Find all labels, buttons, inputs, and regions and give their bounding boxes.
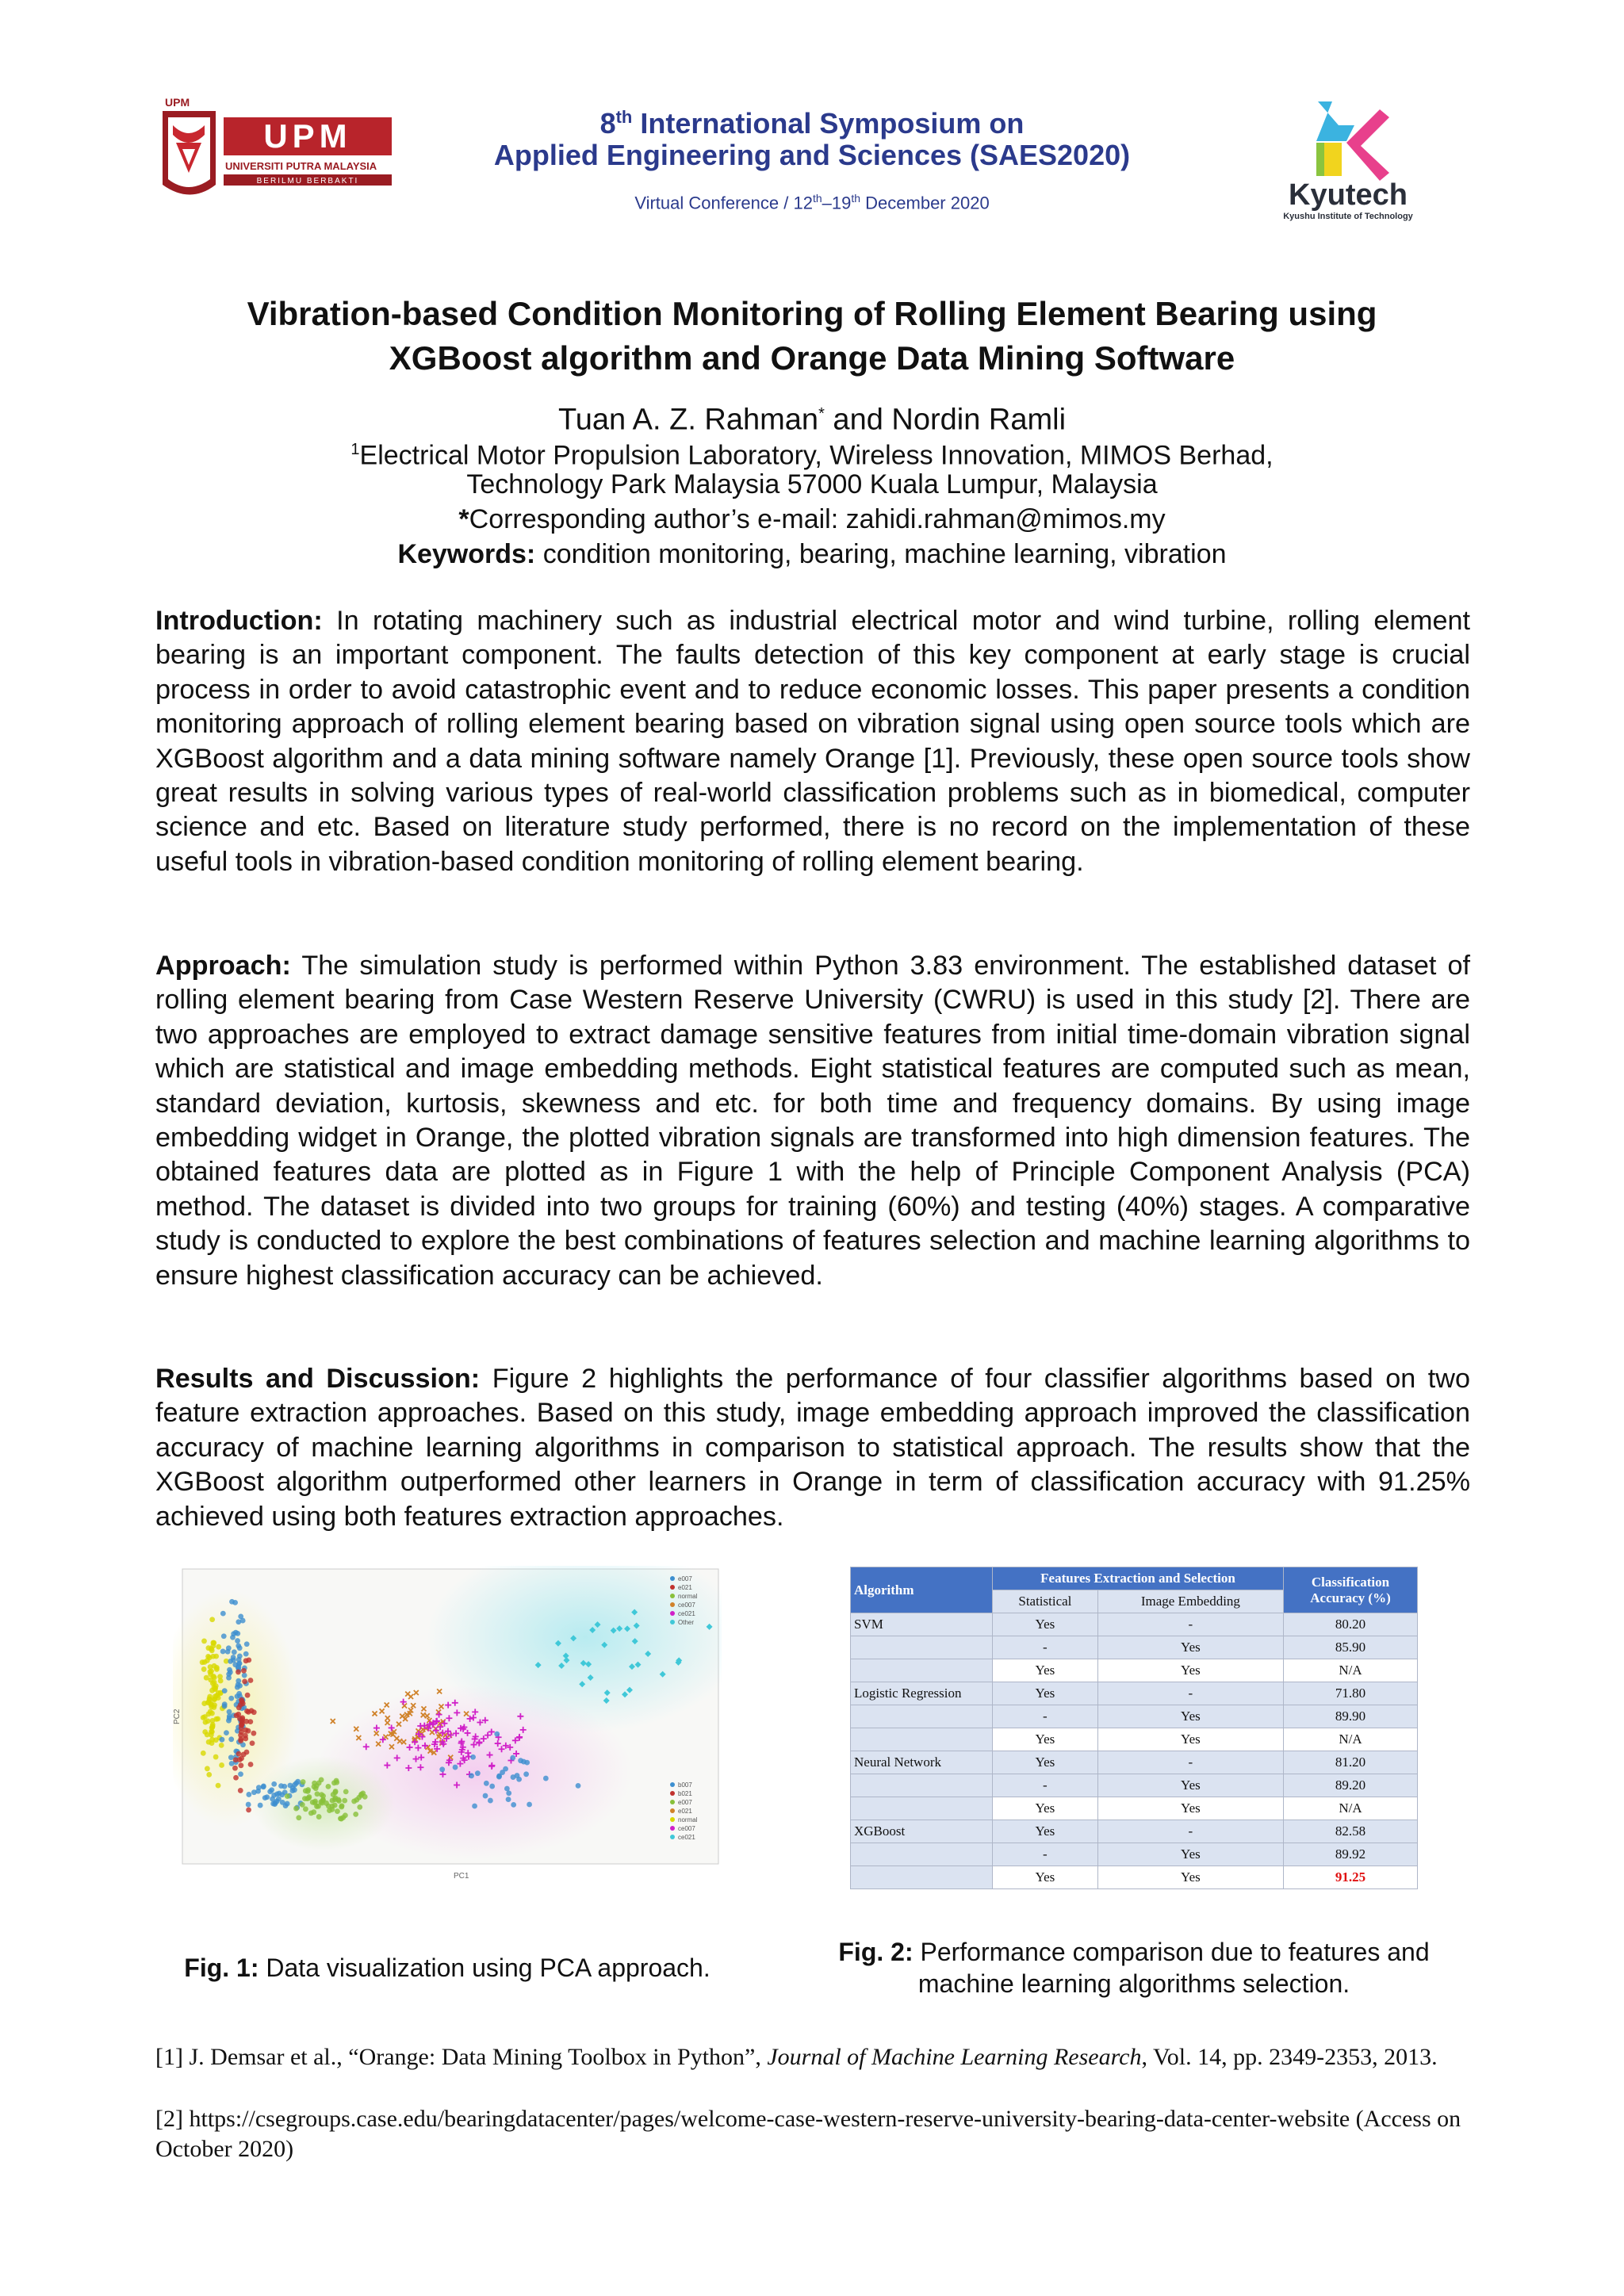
figure-2-table xyxy=(850,1567,1418,1915)
pca-point xyxy=(236,1678,241,1684)
pca-point xyxy=(209,1724,215,1730)
pca-point xyxy=(244,1750,250,1755)
pca-point xyxy=(238,1738,243,1743)
pca-point xyxy=(285,1801,290,1807)
pca-point xyxy=(215,1716,220,1722)
pca-point xyxy=(239,1755,244,1761)
legend-swatch xyxy=(670,1791,675,1796)
pca-point xyxy=(307,1794,312,1800)
upm-logo-name: UPM xyxy=(263,117,352,155)
legend-swatch xyxy=(670,1620,675,1624)
legend-label: ce021 xyxy=(678,1834,695,1841)
pca-point xyxy=(225,1649,231,1655)
legend-label: b007 xyxy=(678,1781,692,1789)
cell-accuracy: 81.20 xyxy=(1284,1751,1418,1774)
pca-point xyxy=(212,1702,217,1708)
cell-accuracy: 71.80 xyxy=(1284,1682,1418,1705)
pca-point xyxy=(301,1779,306,1785)
pca-point xyxy=(201,1667,207,1672)
pca-point xyxy=(274,1792,280,1797)
cell-algorithm xyxy=(851,1728,993,1751)
kyutech-logo-name: Kyutech xyxy=(1289,178,1408,212)
pca-point xyxy=(201,1751,206,1756)
pca-point xyxy=(518,1758,523,1763)
pca-point xyxy=(353,1812,358,1817)
cell-image-embedding: Yes xyxy=(1097,1705,1283,1728)
pca-point xyxy=(213,1755,219,1760)
cell-image-embedding: Yes xyxy=(1097,1728,1283,1751)
upm-logo-sub: UNIVERSITI PUTRA MALAYSIA xyxy=(225,160,377,172)
pca-point xyxy=(217,1674,223,1679)
table-row xyxy=(851,1751,1418,1774)
pca-point xyxy=(285,1793,290,1799)
cell-accuracy: 91.25 xyxy=(1284,1866,1418,1889)
table-row xyxy=(851,1728,1418,1751)
cell-accuracy: 89.90 xyxy=(1284,1705,1418,1728)
cell-accuracy: 89.20 xyxy=(1284,1774,1418,1797)
legend-label: ce021 xyxy=(678,1610,695,1617)
figure-2-caption: Fig. 2: Performance comparison due to features and machine learning algorithms selection. xyxy=(838,1938,1430,1998)
legend-label: b021 xyxy=(678,1790,692,1797)
cell-algorithm: XGBoost xyxy=(851,1820,993,1843)
pca-point xyxy=(241,1668,247,1674)
table-row xyxy=(851,1774,1418,1797)
pca-point xyxy=(210,1718,216,1724)
table-row xyxy=(851,1843,1418,1866)
pca-point xyxy=(238,1788,243,1793)
performance-table-body xyxy=(851,1613,1418,1889)
table-row xyxy=(851,1820,1418,1843)
pca-point xyxy=(235,1638,240,1644)
reference-1: [1] J. Demsar et al., “Orange: Data Mining Toolbox in Python”, Journal of Machine Learning Research, Vol. 14, pp. 2349-2353, 2013. xyxy=(155,2044,1438,2070)
pca-point xyxy=(308,1811,314,1816)
pca-point xyxy=(242,1673,247,1678)
cell-image-embedding: - xyxy=(1097,1682,1283,1705)
cell-accuracy: N/A xyxy=(1284,1728,1418,1751)
table-row xyxy=(851,1705,1418,1728)
th-image-embedding: Image Embedding xyxy=(1097,1590,1283,1613)
pca-point xyxy=(244,1641,250,1647)
pca-point xyxy=(224,1730,229,1735)
pca-ylabel: PC2 xyxy=(173,1709,182,1724)
legend-label: ce007 xyxy=(678,1825,695,1832)
pca-point xyxy=(219,1743,224,1748)
cell-algorithm: Neural Network xyxy=(851,1751,993,1774)
symposium-title-line2: Applied Engineering and Sciences (SAES2020) xyxy=(493,139,1131,171)
legend-label: Other xyxy=(678,1619,695,1626)
legend-label: ce007 xyxy=(678,1601,695,1609)
legend-label: e021 xyxy=(678,1808,692,1815)
pca-point xyxy=(358,1793,364,1798)
pca-scatter xyxy=(173,1566,722,1883)
pca-point xyxy=(243,1651,249,1657)
legend-swatch xyxy=(670,1594,675,1598)
symposium-title-line1: 8th International Symposium on xyxy=(599,107,1025,140)
pca-point xyxy=(201,1639,207,1644)
pca-point xyxy=(475,1770,481,1776)
pca-point xyxy=(511,1774,516,1780)
pca-point xyxy=(326,1784,331,1789)
pca-point xyxy=(320,1800,325,1806)
legend-swatch xyxy=(670,1835,675,1839)
cell-statistical: Yes xyxy=(993,1728,1098,1751)
table-row xyxy=(851,1797,1418,1820)
pca-point xyxy=(334,1778,339,1784)
pca-point xyxy=(232,1649,237,1655)
pca-point xyxy=(236,1751,242,1757)
pca-point xyxy=(236,1705,242,1711)
pca-point xyxy=(338,1816,343,1821)
cell-statistical: Yes xyxy=(993,1659,1098,1682)
affiliation-line1: $^1$Electrical Motor Propulsion Laboratory, Wireless Innovation, MIMOS Berhad, xyxy=(350,440,1274,471)
pca-point xyxy=(209,1737,215,1743)
pca-point xyxy=(202,1659,208,1665)
keywords: Keywords: condition monitoring, bearing, machine learning, vibration xyxy=(397,539,1227,569)
pca-point xyxy=(212,1697,217,1702)
legend-swatch xyxy=(670,1576,675,1581)
pca-point xyxy=(236,1670,241,1675)
pca-point xyxy=(351,1799,357,1804)
pca-point xyxy=(220,1737,225,1743)
cell-image-embedding: - xyxy=(1097,1820,1283,1843)
pca-point xyxy=(208,1669,213,1674)
cell-image-embedding: - xyxy=(1097,1751,1283,1774)
performance-table xyxy=(850,1567,1418,1889)
pca-point xyxy=(222,1704,228,1709)
pca-point xyxy=(343,1812,348,1818)
cell-algorithm xyxy=(851,1636,993,1659)
pca-point xyxy=(238,1771,243,1777)
pca-point xyxy=(472,1804,477,1809)
cell-algorithm xyxy=(851,1843,993,1866)
pca-point xyxy=(300,1802,305,1808)
pca-point xyxy=(484,1781,489,1786)
pca-point xyxy=(239,1725,244,1731)
pca-point xyxy=(576,1783,581,1789)
th-features: Features Extraction and Selection xyxy=(993,1567,1284,1590)
pca-point xyxy=(204,1675,209,1681)
pca-point xyxy=(489,1784,495,1789)
pca-point xyxy=(235,1693,240,1699)
figure-1-pca-plot xyxy=(173,1566,722,1883)
pca-point xyxy=(246,1807,251,1812)
pca-point xyxy=(269,1787,274,1793)
pca-point xyxy=(312,1781,317,1786)
legend-label: e021 xyxy=(678,1584,692,1591)
pca-point xyxy=(261,1784,266,1789)
pca-point xyxy=(510,1755,515,1761)
cell-accuracy: N/A xyxy=(1284,1659,1418,1682)
pca-point xyxy=(209,1711,215,1716)
cell-accuracy: 82.58 xyxy=(1284,1820,1418,1843)
pca-point xyxy=(316,1814,322,1820)
upm-logo xyxy=(159,94,396,205)
pca-point xyxy=(205,1718,211,1724)
legend-label: normal xyxy=(678,1593,698,1600)
pca-point xyxy=(249,1708,255,1713)
pca-point xyxy=(205,1654,211,1659)
pca-point xyxy=(213,1686,218,1692)
pca-point xyxy=(230,1635,236,1640)
cell-accuracy: 85.90 xyxy=(1284,1636,1418,1659)
legend-swatch xyxy=(670,1602,675,1607)
legend-swatch xyxy=(670,1782,675,1787)
legend-label: normal xyxy=(678,1816,698,1823)
pca-point xyxy=(219,1762,224,1768)
cell-statistical: - xyxy=(993,1774,1098,1797)
pca-point xyxy=(262,1795,268,1800)
pca-point xyxy=(327,1808,332,1813)
table-row xyxy=(851,1866,1418,1889)
cell-statistical: Yes xyxy=(993,1866,1098,1889)
pca-point xyxy=(209,1647,215,1653)
legend-label: e007 xyxy=(678,1799,692,1806)
pca-point xyxy=(228,1755,234,1760)
corresponding-email: *Corresponding author’s e-mail: zahidi.rahman@mimos.my xyxy=(458,504,1166,534)
cell-statistical: Yes xyxy=(993,1820,1098,1843)
pca-point xyxy=(246,1728,251,1734)
cell-image-embedding: Yes xyxy=(1097,1659,1283,1682)
pca-point xyxy=(246,1802,251,1808)
pca-point xyxy=(221,1633,227,1639)
legend-swatch xyxy=(670,1611,675,1616)
pca-point xyxy=(216,1783,221,1789)
pca-point xyxy=(245,1693,251,1698)
kyutech-logo xyxy=(1269,94,1427,224)
pca-point xyxy=(227,1667,232,1673)
th-statistical: Statistical xyxy=(993,1590,1098,1613)
table-row xyxy=(851,1659,1418,1682)
pca-point xyxy=(496,1774,502,1780)
pca-point xyxy=(227,1709,232,1715)
cell-image-embedding: Yes xyxy=(1097,1774,1283,1797)
pca-point xyxy=(339,1804,344,1810)
pca-point xyxy=(232,1766,238,1771)
legend-swatch xyxy=(670,1808,675,1813)
pca-point xyxy=(233,1630,239,1636)
pca-point xyxy=(205,1700,211,1705)
pca-point xyxy=(222,1688,228,1693)
paper-title-line2: XGBoost algorithm and Orange Data Mining Software xyxy=(389,339,1235,377)
pca-point xyxy=(303,1806,308,1812)
legend-swatch xyxy=(670,1817,675,1822)
pca-point xyxy=(233,1775,239,1781)
pca-point xyxy=(332,1789,338,1795)
table-row xyxy=(851,1613,1418,1636)
legend-swatch xyxy=(670,1826,675,1831)
cell-algorithm xyxy=(851,1774,993,1797)
pca-point xyxy=(293,1806,299,1812)
pca-point xyxy=(470,1755,476,1760)
pca-point xyxy=(231,1655,236,1660)
pca-point xyxy=(305,1789,311,1794)
pca-point xyxy=(483,1793,488,1799)
pca-point xyxy=(238,1732,243,1738)
pca-point xyxy=(228,1736,234,1742)
pca-point xyxy=(494,1732,500,1737)
pca-point xyxy=(523,1771,529,1777)
pca-point xyxy=(216,1644,221,1650)
pca-point xyxy=(237,1645,243,1651)
pca-point xyxy=(439,1766,445,1772)
pca-point xyxy=(226,1675,232,1681)
cell-image-embedding: Yes xyxy=(1097,1866,1283,1889)
legend-label: e007 xyxy=(678,1575,692,1582)
th-accuracy: Classification Accuracy (%) xyxy=(1284,1567,1418,1613)
cell-image-embedding: Yes xyxy=(1097,1843,1283,1866)
pca-point xyxy=(242,1678,247,1684)
th-algorithm: Algorithm xyxy=(851,1567,993,1613)
kyutech-logo-sub: Kyushu Institute of Technology xyxy=(1283,212,1413,221)
pca-point xyxy=(503,1766,508,1772)
conference-dates: Virtual Conference / 12th–19th December 2020 xyxy=(634,192,990,213)
cell-accuracy: 80.20 xyxy=(1284,1613,1418,1636)
cell-image-embedding: Yes xyxy=(1097,1636,1283,1659)
pca-point xyxy=(250,1740,255,1746)
pca-point xyxy=(469,1773,474,1778)
affiliation-line2: Technology Park Malaysia 57000 Kuala Lumpur, Malaysia xyxy=(466,469,1158,499)
pca-point xyxy=(212,1663,217,1669)
pca-point xyxy=(527,1802,532,1808)
pca-point xyxy=(524,1760,530,1766)
pca-point xyxy=(335,1808,340,1814)
cell-image-embedding: - xyxy=(1097,1613,1283,1636)
cell-statistical: Yes xyxy=(993,1797,1098,1820)
cell-accuracy: N/A xyxy=(1284,1797,1418,1820)
pca-xlabel: PC1 xyxy=(454,1872,469,1881)
cell-image-embedding: Yes xyxy=(1097,1797,1283,1820)
cell-algorithm xyxy=(851,1866,993,1889)
pca-point xyxy=(240,1618,246,1624)
results-paragraph: Results and Discussion: Figure 2 highlights the performance of four classifier algorithms based on two feature extraction approaches. Based on this study, image embedding approach improved the classification accuracy of machine learning algorithms in comparison to statistical approach. The results show that the XGBoost algorithm outperformed other learners in Orange in term of classification accuracy with 91.25% achieved using both features extraction approaches. xyxy=(155,1364,1471,1532)
cell-algorithm xyxy=(851,1797,993,1820)
cell-statistical: - xyxy=(993,1636,1098,1659)
pca-point xyxy=(246,1657,251,1663)
upm-logo-motto: BERILMU BERBAKTI xyxy=(256,177,359,186)
pca-point xyxy=(248,1678,254,1683)
table-row xyxy=(851,1636,1418,1659)
paper-title-line1: Vibration-based Condition Monitoring of Rolling Element Bearing using xyxy=(247,295,1377,332)
pca-point xyxy=(210,1654,216,1659)
pca-point xyxy=(319,1792,324,1797)
pca-point xyxy=(330,1798,335,1804)
cell-statistical: Yes xyxy=(993,1613,1098,1636)
pca-point xyxy=(335,1797,341,1802)
pca-point xyxy=(246,1792,251,1797)
paper-title xyxy=(119,292,1505,381)
cell-accuracy: 89.92 xyxy=(1284,1843,1418,1866)
pca-point xyxy=(248,1762,254,1767)
pca-point xyxy=(220,1649,226,1655)
pca-point xyxy=(274,1799,280,1804)
cell-statistical: Yes xyxy=(993,1751,1098,1774)
upm-logo-top: UPM xyxy=(165,96,190,109)
pca-point xyxy=(453,1765,458,1770)
pca-point xyxy=(239,1716,245,1722)
pca-point xyxy=(343,1789,349,1794)
pca-point xyxy=(201,1715,206,1720)
pca-point xyxy=(506,1797,511,1802)
pca-point xyxy=(342,1798,347,1804)
introduction-paragraph: Introduction: In rotating machinery such as industrial electrical motor and wind turbine, rolling element bearing is an important component. The faults detection of this key component at early stage is crucial process in order to avoid catastrophic event and to reduce economic losses. This paper presents a condition monitoring approach of rolling element bearing based on vibration signal using open source tools which are XGBoost algorithm and a data mining software namely Orange [1]. Previously, these open source tools show great results in solving various types of real-world classification problems such as in biomedical, computer science and etc. Based on literature study performed, there is no record on the implementation of these useful tools in vibration-based condition monitoring of rolling element bearing. xyxy=(155,606,1470,877)
pca-point xyxy=(251,1731,256,1736)
pca-point xyxy=(236,1664,242,1670)
cell-algorithm xyxy=(851,1659,993,1682)
pca-point xyxy=(228,1696,234,1701)
legend-swatch xyxy=(670,1585,675,1590)
cell-statistical: - xyxy=(993,1843,1098,1866)
pca-point xyxy=(240,1701,246,1706)
pca-point xyxy=(271,1781,277,1787)
pca-point xyxy=(205,1766,210,1771)
pca-point xyxy=(232,1600,238,1605)
pca-point xyxy=(504,1786,510,1792)
pca-point xyxy=(239,1762,244,1768)
pca-point xyxy=(209,1617,215,1622)
cell-statistical: Yes xyxy=(993,1682,1098,1705)
pca-point xyxy=(313,1785,319,1791)
pca-point xyxy=(243,1736,248,1742)
pca-point xyxy=(282,1784,287,1789)
pca-point xyxy=(220,1611,226,1617)
cell-statistical: - xyxy=(993,1705,1098,1728)
cell-algorithm: SVM xyxy=(851,1613,993,1636)
pca-point xyxy=(511,1802,516,1808)
pca-point xyxy=(290,1785,296,1791)
pca-point xyxy=(296,1815,301,1820)
reference-2: [2] https://csegroups.case.edu/bearingdatacenter/pages/welcome-case-western-reserve-university-bearing-data-center-website (Access on October 2020) xyxy=(155,2106,1461,2162)
cell-algorithm: Logistic Regression xyxy=(851,1682,993,1705)
table-row xyxy=(851,1682,1418,1705)
pca-point xyxy=(357,1804,362,1810)
pca-point xyxy=(258,1803,263,1808)
pca-point xyxy=(256,1785,262,1790)
authors: Tuan A. Z. Rahman* and Nordin Ramli xyxy=(557,403,1067,437)
cell-algorithm xyxy=(851,1705,993,1728)
pca-point xyxy=(206,1772,212,1777)
pca-point xyxy=(202,1729,208,1735)
pca-point xyxy=(543,1776,549,1781)
pca-point xyxy=(488,1798,493,1804)
pca-point xyxy=(211,1674,216,1679)
approach-paragraph: Approach: The simulation study is performed within Python 3.83 environment. The established dataset of rolling element bearing from Case Western Reserve University (CWRU) is used in this study [2]. There are two approaches are employed to extract damage sensitive features from initial time-domain vibration signal which are statistical and image embedding methods. Eight statistical features are computed such as mean, standard deviation, kurtosis, skewness and etc. for both time and frequency domains. By using image embedding widget in Orange, the plotted vibration signals are transformed into high dimension features. The obtained features data are plotted as in Figure 1 with the help of Principle Component Analysis (PCA) method. The dataset is divided into two groups for training (60%) and testing (40%) stages. A comparative study is conducted to explore the best combinations of features selection and machine learning algorithms to ensure highest classification accuracy can be achieved. xyxy=(155,951,1470,1291)
legend-swatch xyxy=(670,1800,675,1804)
figure-1-caption: Fig. 1: Data visualization using PCA approach. xyxy=(184,1954,710,1982)
